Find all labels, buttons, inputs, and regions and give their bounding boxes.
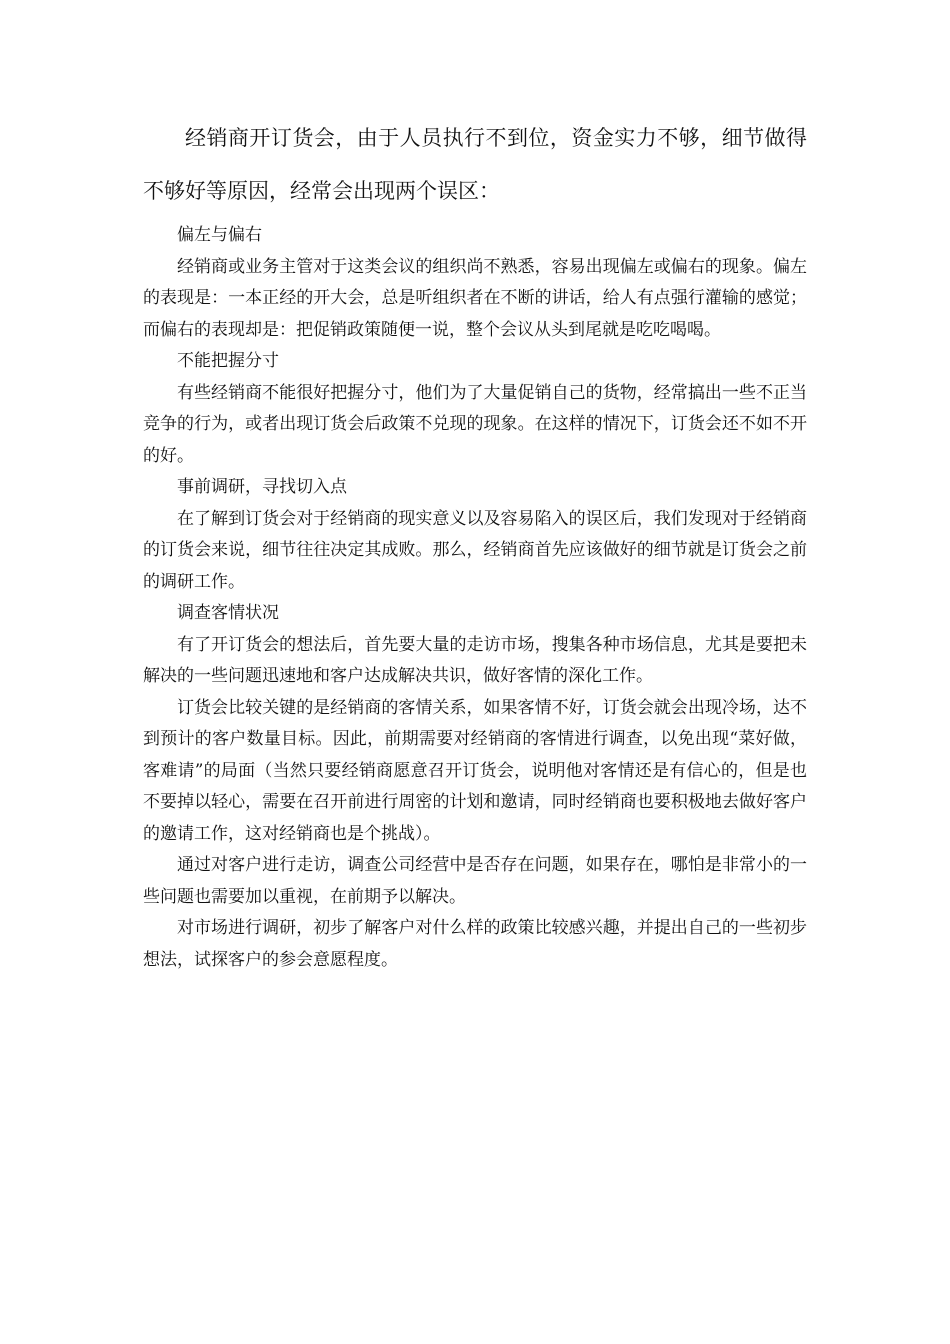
body-paragraph: 在了解到订货会对于经销商的现实意义以及容易陷入的误区后，我们发现对于经销商的订货会来说，细节往往决定其成败。那么，经销商首先应该做好的细节就是订货会之前的调研工作。 xyxy=(143,508,807,592)
body-paragraph: 有些经销商不能很好把握分寸，他们为了大量促销自己的货物，经常搞出一些不正当竞争的行为，或者出现订货会后政策不兑现的现象。在这样的情况下，订货会还不如不开的好。 xyxy=(143,382,807,466)
body-paragraph: 经销商或业务主管对于这类会议的组织尚不熟悉，容易出现偏左或偏右的现象。偏左的表现是：一本正经的开大会，总是听组织者在不断的讲话，给人有点强行灌输的感觉；而偏右的表现却是：把促销政策随便一说，整个会议从头到尾就是吃吃喝喝。 xyxy=(143,256,807,340)
section-heading: 事前调研，寻找切入点 xyxy=(177,477,347,497)
section-heading: 偏左与偏右 xyxy=(177,225,262,245)
document-body xyxy=(143,220,807,976)
body-paragraph: 对市场进行调研，初步了解客户对什么样的政策比较感兴趣，并提出自己的一些初步想法，试探客户的参会意愿程度。 xyxy=(143,918,807,970)
section-heading: 调查客情状况 xyxy=(177,603,279,623)
body-paragraph: 有了开订货会的想法后，首先要大量的走访市场，搜集各种市场信息，尤其是要把未解决的一些问题迅速地和客户达成解决共识，做好客情的深化工作。 xyxy=(143,634,807,686)
body-paragraph: 订货会比较关键的是经销商的客情关系，如果客情不好，订货会就会出现冷场，达不到预计的客户数量目标。因此，前期需要对经销商的客情进行调查，以免出现“菜好做，客难请”的局面（当然只要经销商愿意召开订货会，说明他对客情还是有信心的，但是也不要掉以轻心，需要在召开前进行周密的计划和邀请，同时经销商也要积极地去做好客户的邀请工作，这对经销商也是个挑战）。 xyxy=(143,697,807,844)
document-page xyxy=(143,112,807,976)
body-paragraph: 通过对客户进行走访，调查公司经营中是否存在问题，如果存在，哪怕是非常小的一些问题也需要加以重视，在前期予以解决。 xyxy=(143,855,807,907)
lead-paragraph: 经销商开订货会，由于人员执行不到位，资金实力不够，细节做得不够好等原因，经常会出现两个误区： xyxy=(143,126,807,203)
section-heading: 不能把握分寸 xyxy=(177,351,279,371)
